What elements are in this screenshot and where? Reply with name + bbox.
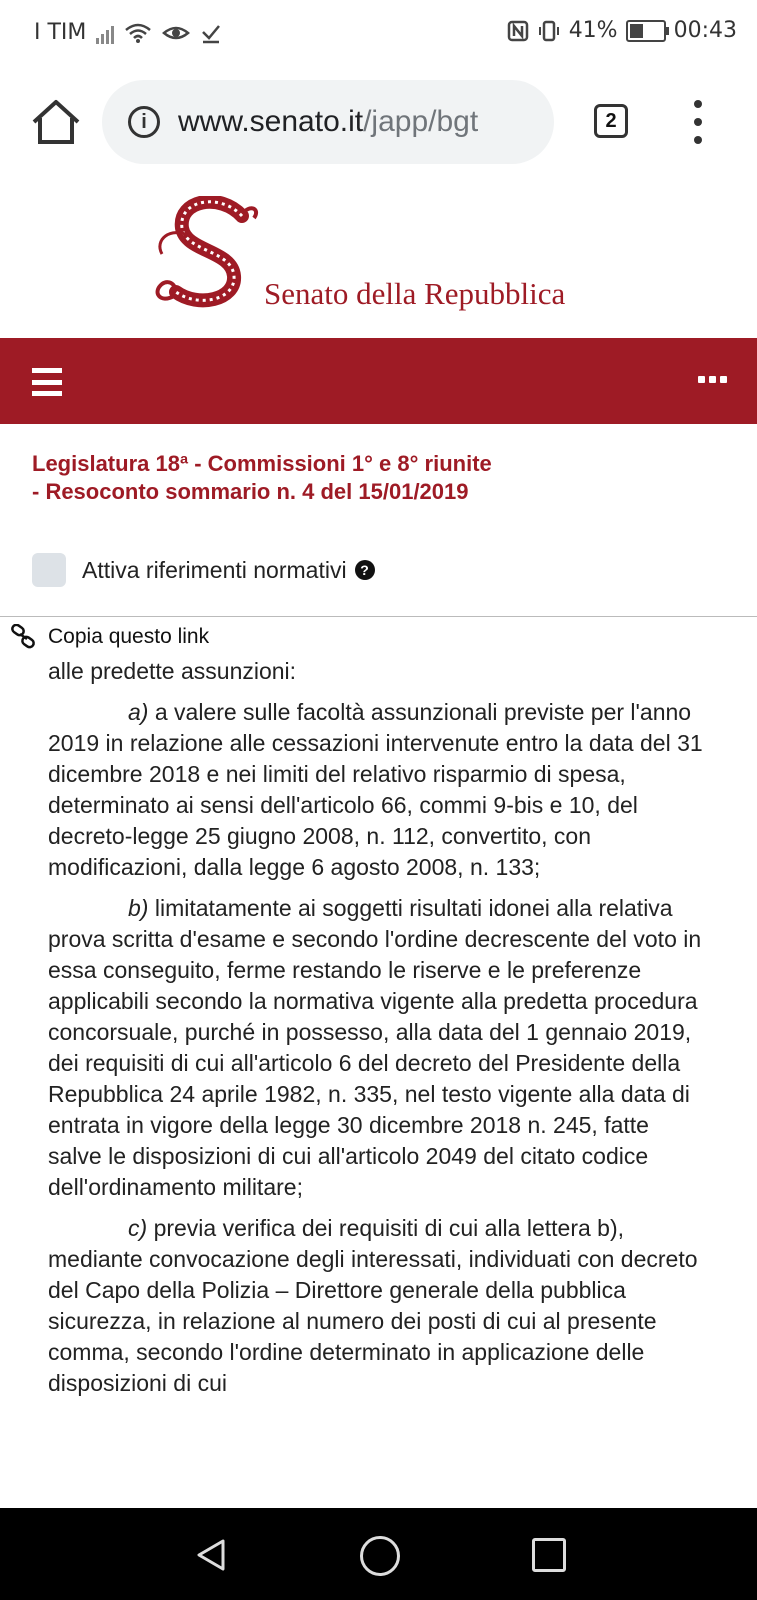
battery-percent: 41% — [568, 18, 618, 43]
status-bar — [0, 0, 757, 64]
browser-toolbar — [0, 64, 757, 181]
recent-apps-icon[interactable] — [532, 1538, 566, 1572]
vibrate-icon — [537, 20, 561, 42]
site-header — [0, 180, 757, 338]
copy-link-label: Copia questo link — [48, 625, 210, 648]
link-icon — [10, 624, 38, 650]
home-circle-icon[interactable] — [360, 1536, 400, 1576]
info-icon[interactable]: i — [128, 106, 160, 138]
wifi-icon — [124, 22, 152, 44]
address-bar[interactable] — [102, 80, 554, 164]
divider — [0, 616, 757, 617]
paragraph-c: c) previa verifica dei requisiti di cui alla lettera b), mediante convocazione degli interessati, individuati con decreto del Capo della Polizia – Direttore generale della pubblica sicurezza, in relazione al numero dei posti di cui al presente comma, secondo l'ordine determinato in applicazione delle disposizioni di cui — [48, 1215, 698, 1396]
home-icon[interactable] — [28, 94, 84, 150]
system-navigation-bar — [0, 1508, 757, 1600]
signal-icon — [96, 22, 114, 44]
back-icon[interactable] — [195, 1538, 227, 1572]
references-checkbox[interactable] — [32, 553, 66, 587]
paragraph-a: a) a valere sulle facoltà assunzionali previste per l'anno 2019 in relazione alle cessazioni intervenute entro la data del 31 dicembre 2018 e nei limiti del relativo risparmio di spesa, determinato ai sensi dell'articolo 66, commi 9-bis e 10, del decreto-legge 25 giugno 2008, n. 112, convertito, con modificazioni, dalla legge 6 agosto 2008, n. 133; — [48, 699, 703, 880]
document-body — [48, 642, 708, 1507]
more-menu-icon[interactable] — [698, 376, 727, 383]
references-toggle-label[interactable]: Attiva riferimenti normativi — [82, 556, 347, 583]
paragraph-b: b) limitatamente ai soggetti risultati idonei alla relativa prova scritta d'esame e secondo l'ordine decrescente del voto in essa conseguito, ferme restando le riserve e le preferenze applicabili secondo la normativa vigente alla predetta procedura concorsuale, purché in possesso, alla data del 1 gennaio 2019, dei requisiti di cui all'articolo 6 del decreto del Presidente della Repubblica 24 aprile 1982, n. 335, nel testo vigente alla data di entrata in vigore della legge 30 dicembre 2018 n. 245, fatte salve le disposizioni di cui all'articolo 2049 del citato codice dell'ordinamento militare; — [48, 895, 702, 1200]
help-icon[interactable]: ? — [355, 560, 375, 580]
nfc-icon — [507, 20, 529, 42]
main-nav-bar — [0, 338, 757, 424]
download-done-icon — [200, 22, 222, 44]
intro-paragraph: alle predette assunzioni: — [48, 658, 297, 684]
battery-icon — [626, 20, 666, 42]
copy-link-button[interactable] — [10, 624, 209, 650]
senato-logo-icon[interactable] — [150, 196, 265, 314]
carrier-name: I TIM — [34, 20, 87, 45]
clock: 00:43 — [673, 18, 737, 43]
tab-switcher-button[interactable] — [594, 104, 628, 138]
site-name[interactable]: Senato della Repubblica — [264, 276, 566, 311]
eye-icon — [162, 23, 190, 43]
tab-count: 2 — [605, 109, 617, 132]
more-options-icon[interactable] — [686, 100, 710, 144]
page-title: Legislatura 18ª - Commissioni 1° e 8° riunite - Resoconto sommario n. 4 del 15/01/2019 — [32, 451, 492, 504]
hamburger-menu-icon[interactable] — [32, 368, 62, 396]
references-toggle-row — [32, 553, 375, 587]
url-text[interactable]: www.senato.it/japp/bgt — [178, 105, 479, 138]
